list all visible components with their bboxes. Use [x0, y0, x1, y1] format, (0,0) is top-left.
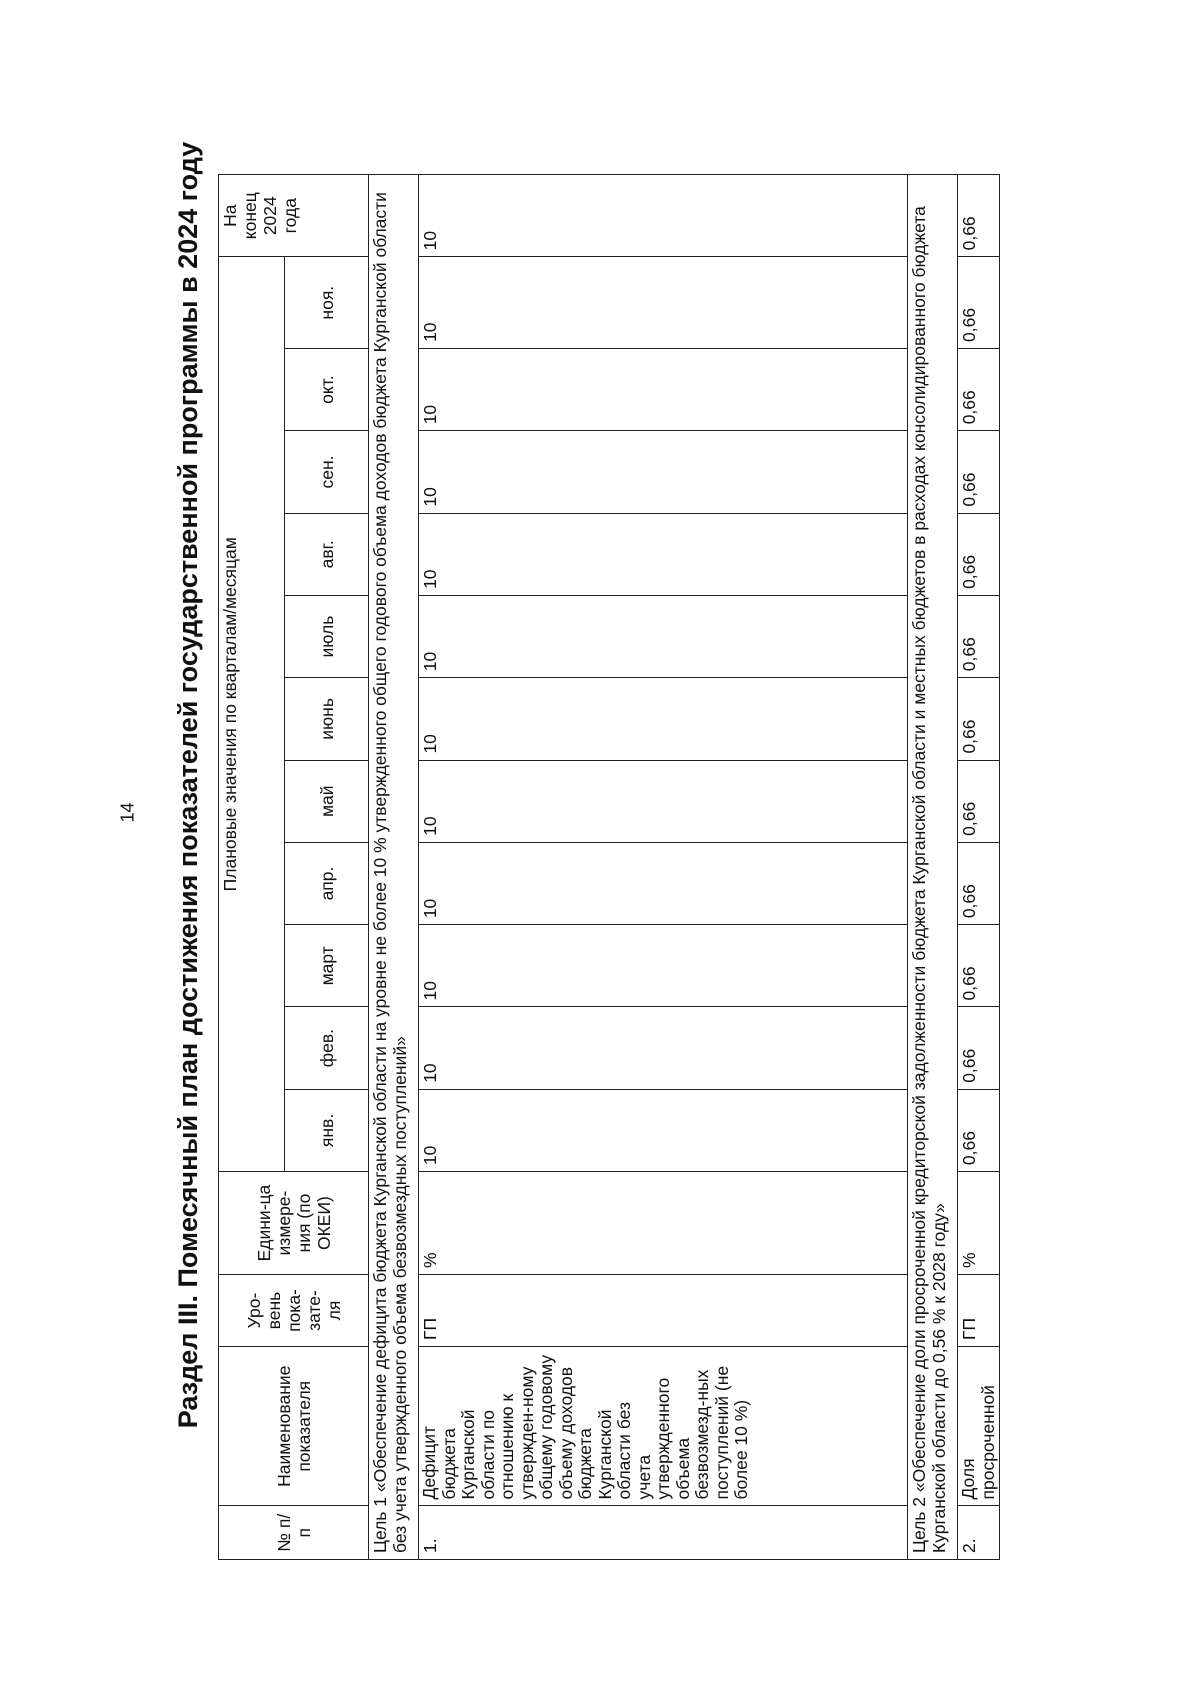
- row-level: ГП: [419, 1275, 908, 1347]
- month-header: март: [285, 925, 369, 1007]
- row-value: 10: [419, 595, 908, 677]
- row-value: 0,66: [958, 348, 1000, 430]
- row-name: Доля просроченной: [958, 1347, 1000, 1506]
- row-value: 0,66: [958, 760, 1000, 842]
- row-value: 10: [419, 348, 908, 430]
- month-header: апр.: [285, 842, 369, 924]
- row-value: 10: [419, 678, 908, 760]
- month-header: фев.: [285, 1007, 369, 1089]
- goal-1-text: Цель 1 «Обеспечение дефицита бюджета Курганской области на уровне не более 10 % утвержденного общего годового объема доходов бюджета Курганской области без учета утвержденного объема безвозмездных поступлений»: [369, 175, 419, 1560]
- row-year-end: 10: [419, 175, 908, 257]
- month-header: янв.: [285, 1089, 369, 1171]
- row-value: 0,66: [958, 842, 1000, 924]
- row-value: 10: [419, 257, 908, 349]
- header-level: Уро-вень пока-зате-ля: [219, 1275, 369, 1347]
- month-header: май: [285, 760, 369, 842]
- header-unit: Едини-ца измере-ния (по ОКЕИ): [219, 1172, 369, 1275]
- row-value: 0,66: [958, 1089, 1000, 1171]
- header-num: № п/п: [219, 1506, 369, 1560]
- month-header: окт.: [285, 348, 369, 430]
- page-number: 14: [117, 802, 138, 823]
- row-num: 2.: [958, 1506, 1000, 1560]
- row-num: 1.: [419, 1506, 908, 1560]
- row-value: 10: [419, 431, 908, 513]
- row-level: ГП: [958, 1275, 1000, 1347]
- row-value: 10: [419, 842, 908, 924]
- row-value: 10: [419, 1007, 908, 1089]
- row-value: 0,66: [958, 678, 1000, 760]
- row-value: 10: [419, 925, 908, 1007]
- section-title: Раздел III. Помесячный план достижения показателей государственной программы в 2024 году: [173, 141, 203, 1429]
- row-value: 0,66: [958, 925, 1000, 1007]
- row-value: 0,66: [958, 595, 1000, 677]
- header-year-end: На конец 2024 года: [219, 175, 369, 257]
- row-name: Дефицит бюджета Курганской области по отношению к утвержден-ному общему годовому объему доходов бюджета Курганской области без учета утвержденного объема безвозмезд-ных поступлений (не более 10 %): [419, 1347, 908, 1506]
- row-unit: %: [419, 1172, 908, 1275]
- month-header: июнь: [285, 678, 369, 760]
- row-value: 0,66: [958, 431, 1000, 513]
- month-header: авг.: [285, 513, 369, 595]
- row-value: 0,66: [958, 1007, 1000, 1089]
- table-row: [958, 175, 1000, 1560]
- month-header: июль: [285, 595, 369, 677]
- row-value: 0,66: [958, 513, 1000, 595]
- header-name: Наименование показателя: [219, 1347, 369, 1506]
- monthly-plan-table: [218, 174, 1000, 1560]
- row-value: 10: [419, 1089, 908, 1171]
- row-value: 10: [419, 760, 908, 842]
- header-plan: Плановые значения по кварталам/месяцам: [219, 257, 285, 1172]
- rotated-page-content: [168, 35, 1068, 1553]
- month-header: ноя.: [285, 257, 369, 349]
- row-value: 0,66: [958, 257, 1000, 349]
- month-header: сен.: [285, 431, 369, 513]
- row-unit: %: [958, 1172, 1000, 1275]
- goal-2-text: Цель 2 «Обеспечение доли просроченной кредиторской задолженности бюджета Курганской области и местных бюджетов в расходах консолидированного бюджета Курганской области до 0,56 % к 2028 году»: [908, 175, 958, 1560]
- table-row: [419, 175, 908, 1560]
- row-value: 10: [419, 513, 908, 595]
- row-year-end: 0,66: [958, 175, 1000, 257]
